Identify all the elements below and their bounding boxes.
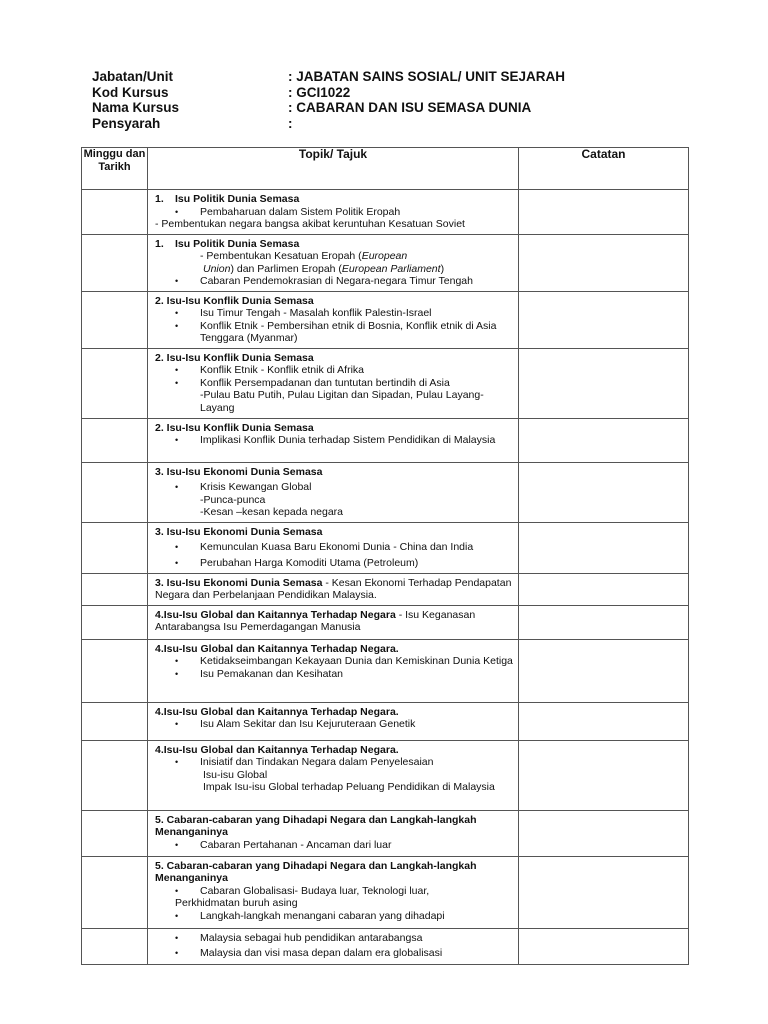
sub-item: Perkhidmatan buruh asing — [175, 897, 298, 909]
week-cell — [82, 190, 148, 235]
sub-item: - Pembentukan Kesatuan Eropah (European — [200, 250, 408, 262]
table-row — [82, 291, 689, 348]
topic-title: 5. Cabaran-cabaran yang Dihadapi Negara dan Langkah-langkah Menanganinya — [155, 813, 477, 838]
list-item: • Isu Timur Tengah - Masalah konflik Palestin-Israel — [175, 307, 432, 319]
table-row — [82, 740, 689, 810]
notes-cell — [519, 856, 689, 928]
list-item: • Ketidakseimbangan Kekayaan Dunia dan Kemiskinan Dunia Ketiga — [175, 655, 513, 667]
list-item: • Implikasi Konflik Dunia terhadap Sistem Pendidikan di Malaysia — [175, 434, 496, 446]
sub-item: -Pulau Batu Putih, Pulau Ligitan dan Sipadan, Pulau Layang-Layang — [200, 389, 484, 414]
topic-title: 4.Isu-Isu Global dan Kaitannya Terhadap Negara. — [155, 642, 399, 655]
topic-title: 3. Isu-Isu Ekonomi Dunia Semasa — [155, 525, 323, 538]
week-cell — [82, 810, 148, 856]
topic-cell — [148, 234, 519, 291]
sub-item: -Kesan –kesan kepada negara — [200, 506, 344, 518]
topic-cell — [148, 856, 519, 928]
notes-cell — [519, 605, 689, 639]
notes-cell — [519, 522, 689, 573]
header-row-department — [92, 69, 565, 85]
department-label: Jabatan/Unit — [92, 69, 174, 84]
topic-cell — [148, 291, 519, 348]
week-cell — [82, 702, 148, 740]
week-cell — [82, 462, 148, 522]
week-cell — [82, 522, 148, 573]
list-item: • Langkah-langkah menangani cabaran yang dihadapi — [175, 909, 445, 922]
topic-cell — [148, 928, 519, 964]
topic-cell — [148, 573, 519, 605]
course-code-label: Kod Kursus — [92, 84, 169, 100]
list-item: • Isu Pemakanan dan Kesihatan — [175, 667, 344, 680]
table-row — [82, 348, 689, 418]
course-name-value: : CABARAN DAN ISU SEMASA DUNIA — [288, 100, 532, 115]
list-item: • Cabaran Pendemokrasian di Negara-negara Timur Tengah — [175, 275, 473, 287]
topic-cell — [148, 348, 519, 418]
topic-cell — [148, 740, 519, 810]
topic-cell — [148, 190, 519, 235]
course-name-label: Nama Kursus — [92, 100, 180, 115]
course-header — [92, 69, 565, 131]
notes-cell — [519, 639, 689, 702]
week-cell — [82, 928, 148, 964]
week-column-header: Minggu dan Tarikh — [82, 148, 148, 190]
topic-text: 3. Isu-Isu Ekonomi Dunia Semasa - Kesan Ekonomi Terhadap Pendapatan Negara dan Perbelanjaan Pendidikan Malaysia. — [155, 576, 512, 601]
topic-title: 5. Cabaran-cabaran yang Dihadapi Negara dan Langkah-langkah Menanganinya — [155, 859, 477, 884]
header-row-lecturer — [92, 116, 565, 132]
list-item: • Cabaran Globalisasi- Budaya luar, Teknologi luar, — [175, 884, 430, 897]
week-cell — [82, 639, 148, 702]
table-row — [82, 418, 689, 462]
week-cell — [82, 605, 148, 639]
table-row — [82, 462, 689, 522]
topic-cell — [148, 522, 519, 573]
notes-cell — [519, 291, 689, 348]
department-value: : JABATAN SAINS SOSIAL/ UNIT SEJARAH — [288, 69, 566, 84]
sub-item: - Pembentukan negara bangsa akibat keruntuhan Kesatuan Soviet — [155, 218, 465, 230]
course-outline-table — [81, 147, 689, 965]
week-cell — [82, 856, 148, 928]
topic-text: 4.Isu-Isu Global dan Kaitannya Terhadap Negara - Isu Keganasan Antarabangsa Isu Pemerdagangan Manusia — [155, 608, 476, 633]
topic-title: 4.Isu-Isu Global dan Kaitannya Terhadap Negara. — [155, 743, 399, 756]
notes-cell — [519, 418, 689, 462]
topic-title: 4.Isu-Isu Global dan Kaitannya Terhadap Negara. — [155, 705, 399, 718]
topic-title: 1. Isu Politik Dunia Semasa — [155, 237, 300, 250]
week-cell — [82, 234, 148, 291]
topic-cell — [148, 605, 519, 639]
list-item: • Pembaharuan dalam Sistem Politik Eropah — [175, 205, 401, 218]
table-row — [82, 639, 689, 702]
topic-title: 1. Isu Politik Dunia Semasa — [155, 193, 300, 205]
table-row — [82, 190, 689, 235]
sub-item: Impak Isu-isu Global terhadap Peluang Pendidikan di Malaysia — [203, 781, 495, 793]
list-item: • Malaysia sebagai hub pendidikan antarabangsa — [175, 931, 423, 944]
topic-title: 2. Isu-Isu Konflik Dunia Semasa — [155, 294, 314, 307]
list-item: • Konflik Etnik - Pembersihan etnik di Bosnia, Konflik etnik di Asia Tenggara (Myanmar) — [175, 319, 497, 344]
topic-cell — [148, 810, 519, 856]
topic-title: 3. Isu-Isu Ekonomi Dunia Semasa — [155, 465, 323, 478]
week-cell — [82, 348, 148, 418]
notes-column-header: Catatan — [519, 148, 689, 190]
notes-cell — [519, 348, 689, 418]
week-cell — [82, 291, 148, 348]
notes-cell — [519, 462, 689, 522]
table-row — [82, 522, 689, 573]
notes-cell — [519, 190, 689, 235]
lecturer-value: : — [288, 115, 293, 131]
sub-item: Isu-isu Global — [203, 768, 268, 781]
table-row — [82, 856, 689, 928]
notes-cell — [519, 928, 689, 964]
header-row-course-name — [92, 100, 565, 116]
notes-cell — [519, 573, 689, 605]
list-item: • Cabaran Pertahanan - Ancaman dari luar — [175, 838, 392, 851]
list-item: • Inisiatif dan Tindakan Negara dalam Penyelesaian — [175, 756, 434, 768]
table-row — [82, 234, 689, 291]
list-item: • Isu Alam Sekitar dan Isu Kejuruteraan Genetik — [175, 718, 416, 730]
week-cell — [82, 740, 148, 810]
notes-cell — [519, 810, 689, 856]
topic-title: 4.Isu-Isu Global dan Kaitannya Terhadap Negara — [155, 608, 396, 621]
table-row — [82, 605, 689, 639]
table-header-row — [82, 148, 689, 190]
table-row — [82, 573, 689, 605]
table-row — [82, 810, 689, 856]
notes-cell — [519, 740, 689, 810]
topic-title: 2. Isu-Isu Konflik Dunia Semasa — [155, 421, 314, 434]
topic-column-header: Topik/ Tajuk — [148, 148, 519, 190]
list-item: • Kemunculan Kuasa Baru Ekonomi Dunia - China dan India — [175, 541, 474, 553]
list-item: • Krisis Kewangan Global — [175, 481, 312, 493]
topic-cell — [148, 702, 519, 740]
week-cell — [82, 573, 148, 605]
list-item: • Konflik Etnik - Konflik etnik di Afrika — [175, 364, 364, 376]
course-code-value: : GCI1022 — [288, 84, 351, 100]
list-item: • Malaysia dan visi masa depan dalam era globalisasi — [175, 947, 443, 959]
notes-cell — [519, 702, 689, 740]
lecturer-label: Pensyarah — [92, 115, 161, 131]
list-item: • Konflik Persempadanan dan tuntutan bertindih di Asia — [175, 376, 450, 389]
header-row-course-code — [92, 85, 565, 101]
notes-cell — [519, 234, 689, 291]
topic-cell — [148, 639, 519, 702]
topic-cell — [148, 462, 519, 522]
list-item: • Perubahan Harga Komoditi Utama (Petroleum) — [175, 556, 419, 569]
table-row — [82, 928, 689, 964]
table-row — [82, 702, 689, 740]
topic-title: 3. Isu-Isu Ekonomi Dunia Semasa — [155, 576, 323, 589]
topic-title: 2. Isu-Isu Konflik Dunia Semasa — [155, 351, 314, 364]
sub-item: -Punca-punca — [200, 493, 266, 506]
sub-item-continued: Union) dan Parlimen Eropah (European Parliament) — [203, 262, 445, 275]
topic-cell — [148, 418, 519, 462]
week-cell — [82, 418, 148, 462]
